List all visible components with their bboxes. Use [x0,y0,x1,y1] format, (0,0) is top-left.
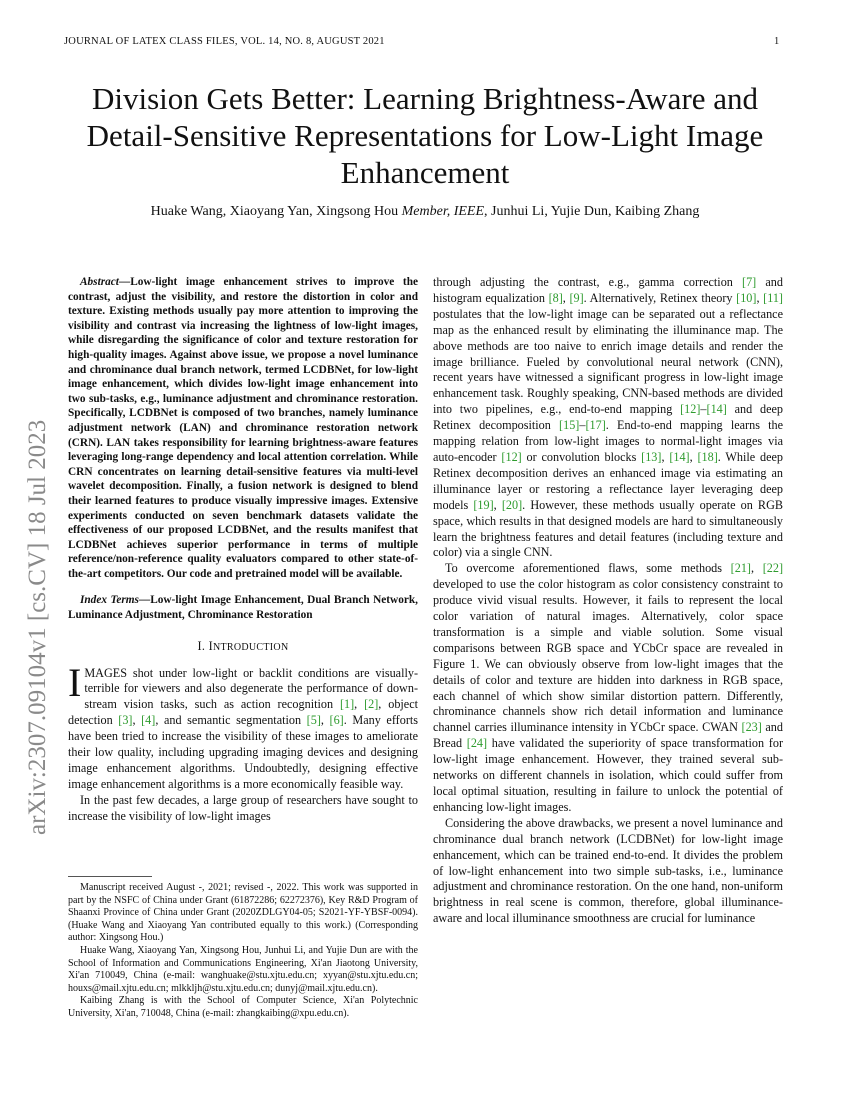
citation-link[interactable]: [11] [763,290,783,305]
text-run: . End-to-end mapping learns the mapping relation from low-light images to normal-light images via auto-encoder [433,418,784,464]
drop-cap: I [68,659,82,705]
text-run: , [756,290,764,305]
citation-link[interactable]: [2] [364,697,379,712]
paper-title: Division Gets Better: Learning Brightness-Aware and Detail-Sensitive Representations for Low-Light Image Enhancement [86,81,764,190]
citation-link[interactable]: [15] [559,418,580,433]
text-run: and histogram equalization [433,275,783,305]
authors-pre: Huake Wang, Xiaoyang Yan, Xingsong Hou [150,204,402,219]
text-run: have validated the superiority of space transformation for low-light image enhancement. However, they trained several sub-networks on different channels in isolation, which could suffer from local optimal situation, resulting in failure to unlock the potential of enhancing low-light images. [433,736,783,814]
footnote-rule [68,876,152,877]
running-header [64,36,385,47]
text-run: , [132,713,142,728]
citation-link[interactable]: [7] [742,275,757,289]
citation-link[interactable]: [22] [762,561,784,576]
citation-link[interactable]: [19] [473,497,494,512]
section-number: I. [197,638,206,653]
citation-link[interactable]: [13] [641,449,662,464]
citation-link[interactable]: [6] [329,713,344,728]
abstract [68,275,418,581]
text-run: , [320,713,330,728]
citation-link[interactable]: [23] [741,720,762,735]
text-run: or convolution blocks [521,449,642,464]
citation-link[interactable]: [17] [585,418,606,433]
text-run: developed to use the color histogram as color consistency constraint to produce vivid visual results. However, it fails to represent the local color variation of natural images. Alternatively, color space transformation is a simple and viable solution. Some visual comparisons between RGB space and YCbCr space are revealed in Figure 1. We can obviously observe from low-light images that the details of color and texture are hidden into darkness in RGB space, each channel of which show similar distortion pattern. Differently, chrominance channels show rich detail information and luminance channel carries illuminance intensity in YCbCr space. CWAN [433,577,783,735]
citation-link[interactable]: [9] [569,290,584,305]
text-run: – [579,418,586,433]
footnote-affiliation-xpu: Kaibing Zhang is with the School of Computer Science, Xi'an Polytechnic University, Xi'an, 710048, China (e-mail: zhangkaibing@xpu.edu.cn). [68,995,418,1019]
text-run: , [354,697,365,712]
authors-post: , Junhui Li, Yujie Dun, Kaibing Zhang [484,204,700,219]
text-run: . However, these methods usually operate on RGB space, which results in that designed models are hard to simultaneously learn the brightness features and detail features (including texture and color) via a single CNN. [433,497,783,560]
text-run: , [493,497,502,512]
citation-link[interactable]: [3] [118,713,133,728]
citation-link[interactable]: [12] [501,449,522,464]
footnotes [68,882,418,1021]
text-run: . Alternatively, Retinex theory [583,290,737,305]
abstract-label: Abstract [80,276,119,288]
text-run: and Bread [433,720,783,751]
citation-link[interactable]: [20] [501,497,523,512]
text-run: , and semantic segmentation [155,713,307,728]
text-run: – [700,402,707,417]
text-run: , object detection [68,697,418,728]
arxiv-stamp: arXiv:2307.09104v1 [cs.CV] 18 Jul 2023 [24,419,51,835]
citation-link[interactable]: [24] [466,736,488,751]
text-run: and deep Retinex decomposition [433,402,784,433]
citation-link[interactable]: [10] [736,290,757,305]
section-title-rest: NTRODUCTION [212,641,289,653]
citation-link[interactable]: [14] [706,402,727,417]
right-paragraph-1 [433,275,783,561]
index-terms-text: —Low-light Image Enhancement, Dual Branch Network, Luminance Adjustment, Chrominance Restoration [68,594,418,622]
intro-paragraph-2: In the past few decades, a large group of researchers have sought to increase the visibility of low-light images [68,792,418,823]
abstract-text: —Low-light image enhancement strives to improve the contrast, adjust the visibility, and restore the distortion in color and texture. Existing methods usually pay more attention to improving the visibility and contrast via increasing the lightness of low-light images, while disregarding the significance of color and texture restoration for high-quality images. Against above issue, we propose a novel luminance and chrominance dual branch network, termed LCDBNet, for low-light image enhancement, which divides low-light image enhancement into two sub-tasks, e.g., luminance adjustment and chrominance restoration. Specifically, LCDBNet is composed of two branches, namely luminance adjustment network (LAN) and chrominance restoration network (CRN). LAN takes responsibility for learning brightness-aware features leveraging long-range dependency and local attention correlation. While CRN concentrates on learning detail-sensitive features via multi-level wavelet decomposition. Finally, a fusion network is designed to blend their learned features to produce visually impressive images. Extensive experiments conducted on seven benchmark datasets validate the effectiveness of our proposed LCDBNet, and the results manifest that LCDBNet achieves superior performance in terms of multiple reference/non-reference quality evaluators compared to other state-of-the-art competitors. Our code and pretrained model will be available. [68,276,418,580]
citation-link[interactable]: [5] [306,713,321,728]
right-paragraph-3: Considering the above drawbacks, we present a novel luminance and chrominance dual branch network (LCDBNet) for low-light image enhancement, which can be trained end-to-end. It divides the problem of low-light enhancement into two simple sub-tasks, i.e., luminance adjustment and chrominance restoration. On the one hand, non-uniform brightness in real scene is common, therefore, global illuminance-aware and local illuminance smoothness are crucial for luminance [433,815,783,926]
running-header-text: JOURNAL OF LATEX CLASS FILES, VOL. 14, NO. 8, AUGUST 2021 [64,36,385,47]
text-run: through adjusting the contrast, e.g., gamma correction [433,275,743,289]
citation-link[interactable]: [1] [339,697,355,712]
intro-paragraph-1 [68,659,419,793]
citation-link[interactable]: [18] [697,449,718,464]
text-run: , [750,561,763,576]
text-run: , [689,449,698,464]
text-run: . Many efforts have been tried to increase the visibility of these images to ameliorate their low quality, including upgrading imaging devices and designing image enhancement algorithms. Undoubtedly, designing effective image enhancement algorithms is a more economically feasible way. [68,713,419,791]
text-run: , [562,290,570,305]
index-terms-label: Index Terms [80,594,139,607]
right-column [433,275,783,927]
footnote-manuscript: Manuscript received August -, 2021; revised -, 2022. This work was supported in part by the NSFC of China under Grant (61872286; 62272376), Key R&D Program of Shaanxi Province of China under Grant (2020ZDLGY04-05; S2021-YF-YBSF-0094). (Huake Wang and Xiaoyang Yan contributed equally to this work.) (Corresponding author: Xingsong Hou.) [68,882,418,944]
text-run: . While deep Retinex decomposition derives an enhanced image via estimating an illuminance layer or restoring a reflectance layer leveraging deep models [433,449,784,512]
section-title-first: I [208,638,213,653]
citation-link[interactable]: [14] [669,449,690,464]
index-terms [68,593,418,622]
section-heading-introduction [68,639,418,656]
left-column [68,275,418,825]
page-number: 1 [774,36,780,47]
right-paragraph-2 [433,561,783,816]
citation-link[interactable]: [21] [730,561,751,576]
citation-link[interactable]: [12] [680,402,701,417]
footnote-affiliation-xjtu: Huake Wang, Xiaoyang Yan, Xingsong Hou, Junhui Li, and Yujie Dun are with the School of Information and Communications Engineering, Xi'an Jiaotong University, Xi'an 710049, China (e-mail: wanghuake@stu.xjtu.edu.cn; xyyan@stu.xjtu.edu.cn; houxs@mail.xjtu.edu.cn; mlkkljh@stu.xjtu.edu.cn; dunyj@mail.xjtu.edu.cn). [68,944,418,994]
text-run: postulates that the low-light image can be separated out a reflectance map as the enhanced result by eliminating the illuminance map. The above methods are too naive to enrich image details and render the image brilliance. Fueled by convolutional neural network (CNN), recent years have witnessed a significant progress in low-light image enhancement task. Roughly speaking, CNN-based methods are divided into two pipelines, e.g., end-to-end mapping [433,306,783,417]
author-list [60,204,790,220]
authors-member: Member, IEEE [401,204,485,219]
text-run: , [661,449,670,464]
text-run: To overcome aforementioned flaws, some methods [445,561,731,576]
citation-link[interactable]: [4] [141,713,156,728]
text-run: shot under low-light or backlit conditions are visually-terrible for viewers and also degenerate the performance of down-stream vision tasks, such as action recognition [84,665,418,712]
citation-link[interactable]: [8] [548,290,563,305]
first-word: MAGES [84,665,127,680]
